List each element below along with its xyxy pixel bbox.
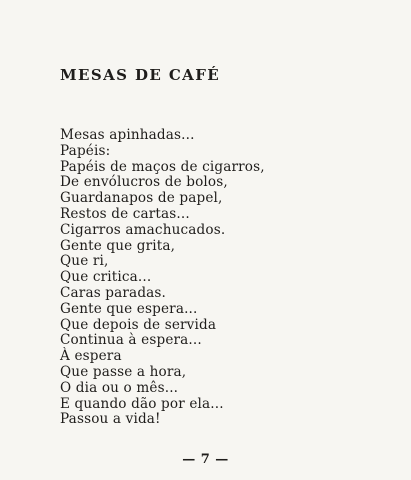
- poem-line: O dia ou o mês...: [60, 379, 179, 396]
- poem-line: Papéis:: [60, 142, 111, 159]
- poem-line: Que critica...: [60, 269, 152, 286]
- poem-line: Que passe a hora,: [60, 363, 187, 380]
- page-number: — 7 —: [182, 452, 229, 467]
- poem-line: Cigarros amachucados.: [60, 221, 226, 238]
- poem-line: Passou a vida!: [60, 411, 161, 428]
- poem-line: Continua à espera...: [60, 332, 202, 349]
- poem-line: De envólucros de bolos,: [60, 174, 228, 191]
- poem-line: Caras paradas.: [60, 284, 167, 301]
- poem-line: E quando dão por ela...: [60, 395, 224, 412]
- poem-line: Mesas apinhadas...: [60, 127, 195, 143]
- poem-line: Papéis de maços de cigarros,: [60, 158, 265, 175]
- poem-line: Guardanapos de papel,: [60, 190, 223, 207]
- poem-line: Que depois de servida: [60, 316, 217, 333]
- poem-line: Gente que grita,: [60, 237, 176, 254]
- poem-line: Gente que espera...: [60, 300, 198, 317]
- poem-title: MESAS DE CAFÉ: [60, 66, 221, 84]
- poem-line: Que ri,: [60, 253, 109, 270]
- poem-body: [60, 128, 265, 428]
- poem-line: À espera: [60, 348, 122, 365]
- poem-line: Restos de cartas...: [60, 205, 190, 222]
